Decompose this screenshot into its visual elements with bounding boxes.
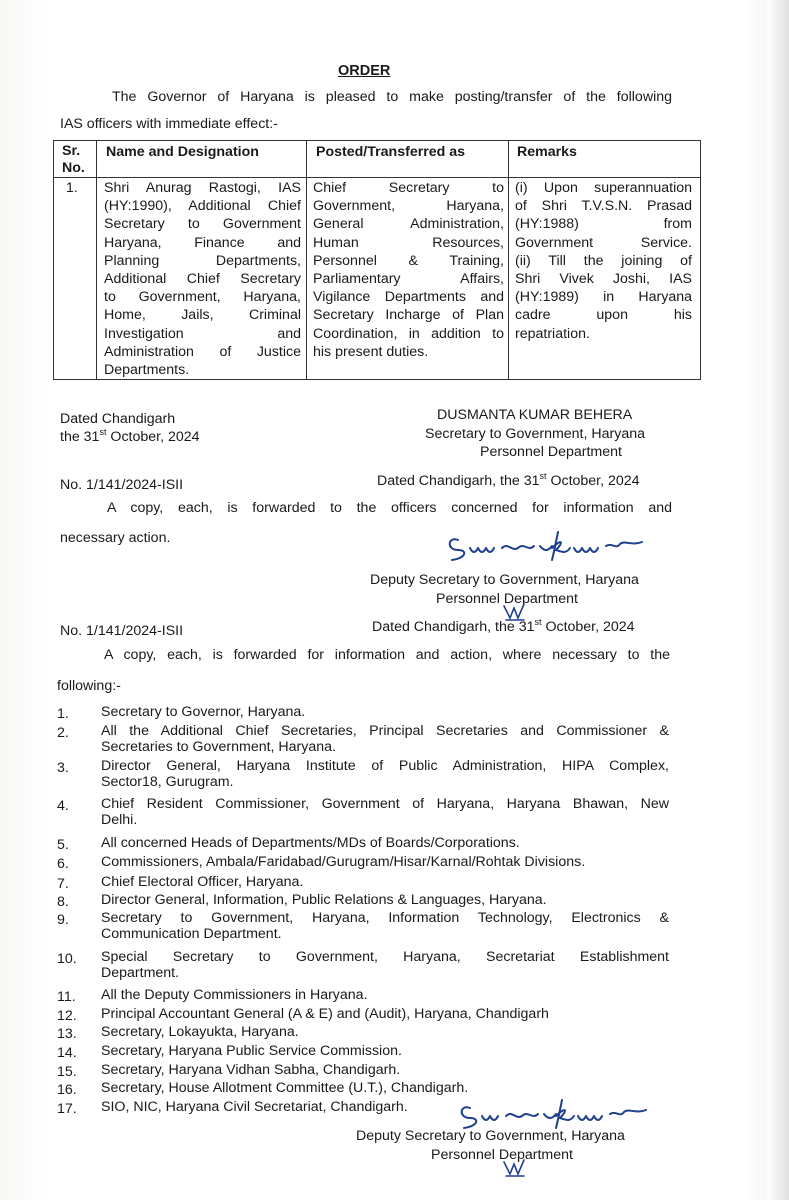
recipient-number: 1.: [57, 706, 69, 722]
remarks-line: (HY:1989) in Haryana: [515, 289, 692, 306]
recipient-line: Delhi.: [101, 812, 138, 828]
recipient-line: Secretary, House Allotment Committee (U.T.), Chandigarh.: [101, 1080, 469, 1096]
order-title: ORDER: [338, 63, 391, 79]
endorsement1-text-line-2: necessary action.: [60, 530, 171, 546]
recipient-line: Department.: [101, 965, 180, 981]
remarks-line: repatriation.: [515, 325, 590, 342]
name-designation-line: Investigation and: [104, 325, 301, 342]
initials-mark-2: [500, 1156, 530, 1180]
posted-transferred-line: General Administration,: [313, 216, 504, 233]
row-sr: 1.: [66, 180, 78, 196]
remarks-line: (i) Upon superannuation: [515, 180, 692, 196]
recipient-number: 2.: [57, 725, 69, 741]
recipient-item: [101, 1099, 408, 1115]
dated-place: Dated Chandigarh: [60, 411, 176, 427]
remarks-line: cadre upon his: [515, 307, 692, 324]
intro-line-2: IAS officers with immediate effect:-: [60, 116, 278, 132]
intro-line-1: The Governor of Haryana is pleased to make posting/transfer of the following: [112, 89, 672, 105]
recipient-item: [101, 758, 669, 790]
recipient-number: 9.: [57, 912, 69, 928]
recipient-number: 13.: [57, 1026, 77, 1042]
recipient-number: 12.: [57, 1008, 77, 1024]
name-designation-line: Shri Anurag Rastogi, IAS: [104, 180, 301, 196]
recipient-item: [101, 854, 585, 870]
recipient-line: Secretary, Haryana Vidhan Sabha, Chandigarh.: [101, 1062, 401, 1078]
recipient-number: 15.: [57, 1064, 77, 1080]
name-designation-line: Administration of Justice: [104, 343, 301, 360]
recipient-item: [101, 835, 520, 851]
name-designation-line: (HY:1990), Additional Chief: [104, 198, 301, 215]
recipient-item: [101, 987, 368, 1003]
recipient-number: 7.: [57, 876, 69, 892]
recipient-line: Chief Electoral Officer, Haryana.: [101, 874, 304, 890]
recipient-number: 17.: [57, 1101, 77, 1117]
recipient-line: Director General, Information, Public Relations & Languages, Haryana.: [101, 892, 547, 908]
recipient-number: 11.: [57, 989, 76, 1005]
recipient-number: 16.: [57, 1082, 77, 1098]
recipient-item: [101, 1043, 402, 1059]
recipient-line: All the Additional Chief Secretaries, Principal Secretaries and Commissioner &: [101, 723, 669, 739]
recipient-number: 4.: [57, 798, 69, 814]
name-designation-line: Haryana, Finance and: [104, 234, 301, 251]
posted-transferred-line: Vigilance Departments and: [313, 289, 504, 306]
dated-date: the 31st October, 2024: [60, 427, 200, 445]
name-designation-line: Home, Jails, Criminal: [104, 307, 301, 324]
recipient-item: [101, 910, 669, 942]
header-name-designation: Name and Designation: [106, 144, 259, 160]
recipient-item: [101, 949, 669, 981]
signature-1: [440, 528, 650, 564]
row-name-designation: [104, 179, 301, 379]
posted-transferred-line: Coordination, in addition to: [313, 325, 504, 342]
posted-transferred-line: Government, Haryana,: [313, 198, 504, 215]
remarks-line: (ii) Till the joining of: [515, 252, 692, 269]
recipient-line: Secretaries to Government, Haryana.: [101, 739, 336, 755]
recipient-item: [101, 704, 305, 720]
posted-transferred-line: Parliamentary Affairs,: [313, 271, 504, 288]
endorsement1-date: Dated Chandigarh, the 31st October, 2024: [377, 471, 640, 489]
recipient-item: [101, 1062, 400, 1078]
endorsement2-date: Dated Chandigarh, the 31st October, 2024: [372, 617, 635, 635]
recipient-line: All concerned Heads of Departments/MDs of Boards/Corporations.: [101, 835, 520, 851]
recipient-number: 3.: [57, 760, 69, 776]
recipient-number: 5.: [57, 837, 69, 853]
recipient-line: Sector18, Gurugram.: [101, 774, 234, 790]
recipient-item: [101, 892, 547, 908]
recipient-line: Chief Resident Commissioner, Government of Haryana, Haryana Bhawan, New: [101, 796, 669, 812]
recipient-line: All the Deputy Commissioners in Haryana.: [101, 987, 368, 1003]
row-remarks: [515, 179, 692, 343]
endorsement1-text-line-1: A copy, each, is forwarded to the officers concerned for information and: [107, 500, 672, 516]
name-designation-line: Secretary to Government: [104, 216, 301, 233]
recipient-line: Secretary, Haryana Public Service Commission.: [101, 1043, 402, 1059]
recipient-item: [101, 874, 303, 890]
remarks-line: Government Service.: [515, 234, 692, 251]
signatory-title: Secretary to Government, Haryana: [425, 426, 646, 442]
endorsement1-number: No. 1/141/2024-ISII: [60, 477, 184, 493]
name-designation-line: to Government, Haryana,: [104, 289, 301, 306]
posted-transferred-line: Secretary Incharge of Plan: [313, 307, 504, 324]
endorsement1-signatory-dept: Personnel Department: [436, 591, 578, 607]
recipient-line: Commissioners, Ambala/Faridabad/Gurugram/Hisar/Karnal/Rohtak Divisions.: [101, 854, 586, 870]
endorsement2-text-line-2: following:-: [57, 678, 121, 694]
table-header-divider: [54, 177, 700, 178]
recipient-line: Secretary, Lokayukta, Haryana.: [101, 1024, 299, 1040]
remarks-line: (HY:1988) from: [515, 216, 692, 233]
recipient-number: 6.: [57, 856, 69, 872]
endorsement2-signatory-dept: Personnel Department: [431, 1147, 573, 1163]
remarks-line: of Shri T.V.S.N. Prasad: [515, 198, 692, 215]
recipient-number: 10.: [57, 951, 77, 967]
recipient-item: [101, 1006, 549, 1022]
recipient-line: Special Secretary to Government, Haryana, Secretariat Establishment: [101, 949, 669, 965]
recipient-line: Communication Department.: [101, 926, 282, 942]
posted-transferred-line: Human Resources,: [313, 234, 504, 251]
recipient-item: [101, 1024, 299, 1040]
endorsement2-text-line-1: A copy, each, is forwarded for information and action, where necessary to the: [104, 647, 670, 663]
name-designation-line: Departments.: [104, 362, 190, 379]
posting-table: [53, 140, 701, 380]
recipient-line: SIO, NIC, Haryana Civil Secretariat, Chandigarh.: [101, 1099, 408, 1115]
recipient-number: 8.: [57, 894, 69, 910]
recipient-line: Secretary to Government, Haryana, Information Technology, Electronics &: [101, 910, 669, 926]
remarks-line: Shri Vivek Joshi, IAS: [515, 271, 692, 288]
posted-transferred-line: Personnel & Training,: [313, 252, 504, 269]
endorsement2-signatory-title: Deputy Secretary to Government, Haryana: [356, 1128, 625, 1144]
signatory-dept: Personnel Department: [480, 444, 622, 460]
page-edge-shadow: [767, 0, 789, 1200]
recipient-item: [101, 796, 669, 828]
posted-transferred-line: Chief Secretary to: [313, 180, 504, 196]
endorsement2-number: No. 1/141/2024-ISII: [60, 623, 184, 639]
row-posted-transferred: [313, 179, 504, 361]
header-posted-transferred: Posted/Transferred as: [316, 144, 466, 160]
recipient-item: [101, 1080, 468, 1096]
endorsement1-signatory-title: Deputy Secretary to Government, Haryana: [370, 572, 639, 588]
name-designation-line: Additional Chief Secretary: [104, 271, 301, 288]
recipient-line: Secretary to Governor, Haryana.: [101, 704, 306, 720]
recipient-number: 14.: [57, 1045, 77, 1061]
signature-2: [452, 1098, 652, 1132]
recipient-line: Director General, Haryana Institute of Public Administration, HIPA Complex,: [101, 758, 669, 774]
header-sr: Sr. No.: [62, 143, 85, 176]
posted-transferred-line: his present duties.: [313, 343, 429, 360]
name-designation-line: Planning Departments,: [104, 252, 301, 269]
recipient-line: Principal Accountant General (A & E) and (Audit), Haryana, Chandigarh: [101, 1006, 549, 1022]
recipient-item: [101, 723, 669, 755]
header-remarks: Remarks: [517, 144, 577, 160]
signatory-name: DUSMANTA KUMAR BEHERA: [437, 407, 633, 423]
